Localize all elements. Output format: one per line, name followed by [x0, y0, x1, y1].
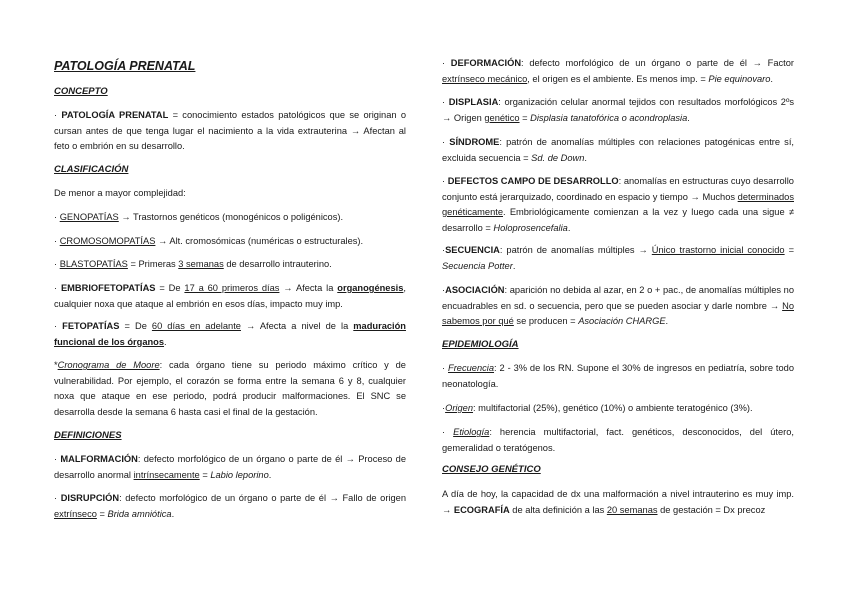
item-fetopatias: · FETOPATÍAS = De 60 días en adelante → Afecta a nivel de la maduración funcional de los órganos. — [54, 321, 406, 347]
section-heading-concepto: CONCEPTO — [54, 86, 108, 97]
term-embriofetopatias: EMBRIOFETOPATÍAS — [60, 283, 156, 293]
paragraph-consejo-genetico: A día de hoy, la capacidad de dx una malformación a nivel intrauterino es muy imp. → ECOGRAFÍA de alta definición a las 20 semanas de gestación = Dx precoz — [442, 489, 794, 515]
item-disrupcion: · DISRUPCIÓN: defecto morfológico de un órgano o parte de él → Fallo de origen extrínseco = Brida amniótica. — [54, 493, 406, 519]
term-defectos-campo: DEFECTOS CAMPO DE DESARROLLO — [447, 176, 619, 186]
item-defectos-campo: · DEFECTOS CAMPO DE DESARROLLO: anomalías en estructuras cuyo desarrollo conjunto está jerarquizado, coordinado en espacio y tiempo → Muchos determinados genéticamente. Embriológicamente comienzan a la vez y luego cada una sigue ≠ desarrollo = Holoprosencefalia. — [442, 176, 794, 233]
term-genopatias: GENOPATÍAS — [59, 212, 119, 222]
item-blastopatias: · BLASTOPATÍAS = Primeras 3 semanas de desarrollo intrauterino. — [54, 259, 332, 269]
term-frecuencia: Frecuencia — [448, 363, 495, 373]
item-sindrome: · SÍNDROME: patrón de anomalías múltiples con relaciones patogénicas entre sí, excluida secuencia = Sd. de Down. — [442, 137, 794, 163]
item-deformacion: · DEFORMACIÓN: defecto morfológico de un órgano o parte de él → Factor extrínseco mecánico, el origen es el ambiente. Es menos imp. = Pie equinovaro. — [442, 58, 794, 84]
item-cronograma-moore: *Cronograma de Moore: cada órgano tiene su periodo máximo crítico y de vulnerabilidad. Por ejemplo, el corazón se forma entre la semana 6 y 8, cualquier noxa que ataque en ese periodo, podrá producir malformaciones. El SNC se desarrolla desde la semana 6 hasta casi el final de la gestación. — [54, 360, 406, 417]
section-heading-consejo-genetico: CONSEJO GENÉTICO — [442, 464, 541, 475]
section-heading-epidemiologia: EPIDEMIOLOGÍA — [442, 339, 519, 350]
section-heading-clasificacion: CLASIFICACIÓN — [54, 164, 129, 175]
term-blastopatias: BLASTOPATÍAS — [59, 259, 128, 269]
section-heading-definiciones: DEFINICIONES — [54, 430, 122, 441]
term-disrupcion: DISRUPCIÓN — [60, 493, 120, 503]
item-embriofetopatias: · EMBRIOFETOPATÍAS = De 17 a 60 primeros días → Afecta la organogénesis, cualquier noxa que ataque al embrión en esos días, impacto muy imp. — [54, 283, 406, 309]
term-sindrome: SÍNDROME — [449, 137, 500, 147]
term-etiologia: Etiología — [453, 427, 490, 437]
item-etiologia: · Etiología: herencia multifactorial, fact. genéticos, desconocidos, del útero, gemeralidad o teratógenos. — [442, 427, 795, 453]
item-displasia: · DISPLASIA: organización celular anormal tejidos con resultados morfológicos 2ºs → Origen genético = Displasia tanatofórica o acondroplasia. — [442, 97, 794, 123]
paragraph-patologia-prenatal: · PATOLOGÍA PRENATAL = conocimiento estados patológicos que se originan o cursan antes de que tenga lugar el nacimiento a la vida extrauterina → Afectan al feto o embrión en su desarrollo. — [54, 110, 406, 151]
term-displasia: DISPLASIA — [448, 97, 499, 107]
clasificacion-intro: De menor a mayor complejidad: — [54, 188, 186, 198]
item-cromosomopatias: · CROMOSOMOPATÍAS → Alt. cromosómicas (numéricas o estructurales). — [54, 236, 364, 246]
page-title: PATOLOGÍA PRENATAL — [54, 59, 196, 73]
item-malformacion: · MALFORMACIÓN: defecto morfológico de un órgano o parte de él → Proceso de desarrollo anormal intrínsecamente = Labio leporino. — [54, 454, 406, 480]
term-asociacion: ASOCIACIÓN — [445, 285, 505, 295]
item-secuencia: ·SECUENCIA: patrón de anomalías múltiples → Único trastorno inicial conocido = Secuencia Potter. — [442, 245, 794, 271]
term-origen: Origen — [445, 403, 474, 413]
term-cronograma-moore: Cronograma de Moore — [57, 360, 160, 370]
item-origen: ·Origen: multifactorial (25%), genético (10%) o ambiente teratogénico (3%). — [442, 403, 753, 413]
term-cromosomopatias: CROMOSOMOPATÍAS — [59, 236, 156, 246]
item-frecuencia: · Frecuencia: 2 - 3% de los RN. Supone el 30% de ingresos en pediatría, sobre todo neonatología. — [442, 363, 794, 389]
item-genopatias: · GENOPATÍAS → Trastornos genéticos (monogénicos o poligénicos). — [54, 212, 344, 222]
term-patologia-prenatal: PATOLOGÍA PRENATAL — [61, 110, 169, 120]
term-fetopatias: FETOPATÍAS — [62, 321, 120, 331]
term-malformacion: MALFORMACIÓN — [60, 454, 138, 464]
item-asociacion: ·ASOCIACIÓN: aparición no debida al azar, en 2 o + pac., de anomalías múltiples no encuadrables en sd. o secuencia, pero que se pueden asociar y darle nombre → No sabemos por qué se producen = Asociación CHARGE. — [442, 285, 794, 326]
term-deformacion: DEFORMACIÓN — [450, 58, 522, 68]
term-secuencia: SECUENCIA — [445, 245, 500, 255]
